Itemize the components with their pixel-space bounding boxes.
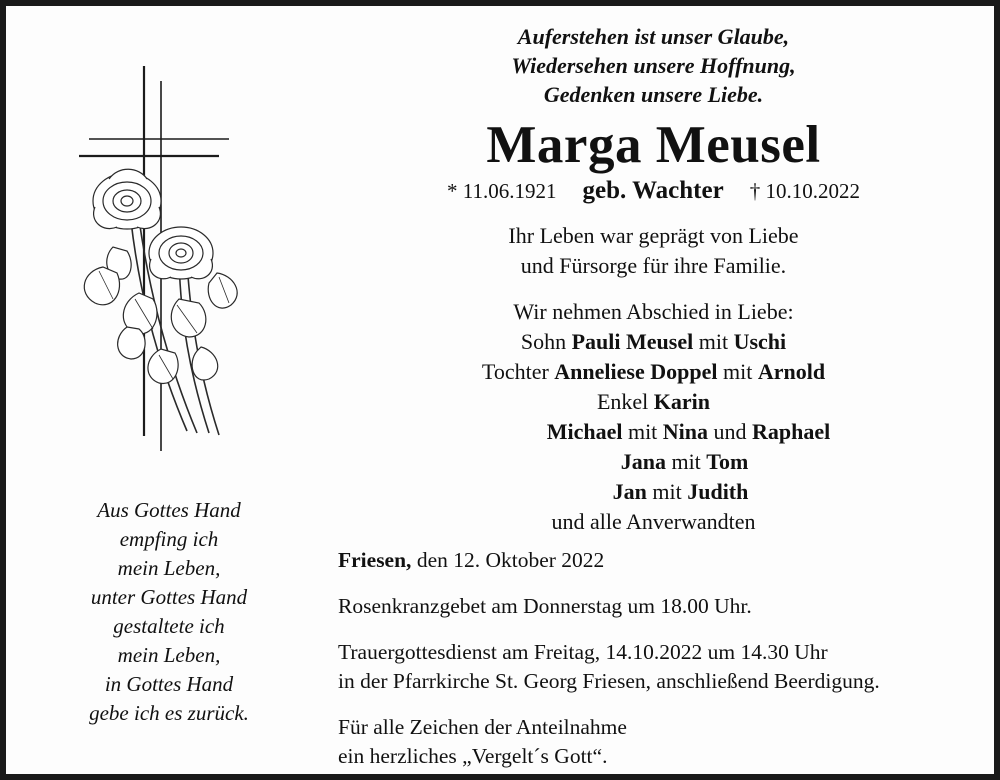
- mourner-line: [321, 417, 986, 447]
- mourner-text: mit: [693, 329, 734, 354]
- mourner-name: Michael: [546, 419, 623, 444]
- memorial-graphic: [69, 61, 289, 471]
- mourner-text: Enkel: [596, 389, 654, 414]
- place-name: Friesen,: [338, 548, 412, 572]
- birth-symbol-icon: *: [447, 179, 458, 203]
- place-and-date: [338, 546, 988, 575]
- verse-line-5: gestaltete ich: [113, 614, 225, 638]
- motto-line-1: Auferstehen ist unser Glaube,: [517, 24, 790, 49]
- verse-line-1: Aus Gottes Hand: [97, 498, 241, 522]
- mourner-text: mit: [646, 479, 688, 504]
- mourner-name: Uschi: [733, 329, 787, 354]
- mourner-text: und: [708, 419, 753, 444]
- mourners-closing: und alle Anverwandten: [551, 509, 756, 534]
- mourner-name: Arnold: [757, 359, 826, 384]
- mourner-name: Raphael: [752, 419, 831, 444]
- mourners-block: [321, 297, 986, 537]
- mourner-line: [321, 447, 986, 477]
- maiden-name: geb. Wachter: [582, 177, 724, 204]
- funeral-service-info: [338, 638, 988, 696]
- rose-top: [93, 169, 161, 229]
- place-date: den 12. Oktober 2022: [411, 548, 605, 572]
- thanks-line-1: Für alle Zeichen der Anteilnahme: [338, 715, 627, 739]
- right-column: [321, 22, 986, 543]
- tribute-line-1: Ihr Leben war geprägt von Liebe: [508, 223, 799, 248]
- mourner-line: [321, 387, 986, 417]
- service-details: [338, 546, 988, 780]
- mourner-line: [321, 357, 986, 387]
- motto-line-3: Gedenken unsere Liebe.: [543, 82, 764, 107]
- service-line-2: in der Pfarrkirche St. Georg Friesen, anschließend Beerdigung.: [338, 669, 880, 693]
- thanks-note: [338, 713, 988, 771]
- mourner-text: Tochter: [481, 359, 555, 384]
- mourner-text: mit: [717, 359, 758, 384]
- mourner-text: mit: [622, 419, 663, 444]
- life-dates: [321, 177, 986, 205]
- mourner-text: Sohn: [520, 329, 572, 354]
- motto-line-2: Wiedersehen unsere Hoffnung,: [511, 53, 796, 78]
- mourner-line: [321, 327, 986, 357]
- mourner-name: Jan: [612, 479, 647, 504]
- mourner-name: Judith: [687, 479, 749, 504]
- mourners-heading: Wir nehmen Abschied in Liebe:: [513, 299, 794, 324]
- mourner-name: Anneliese Doppel: [554, 359, 718, 384]
- verse-line-7: in Gottes Hand: [104, 672, 234, 696]
- verse-line-6: mein Leben,: [117, 643, 221, 667]
- mourner-name: Karin: [653, 389, 711, 414]
- memorial-verse: [24, 496, 314, 728]
- card-inner: [6, 6, 994, 774]
- death-date: [750, 179, 860, 204]
- deceased-name: Marga Meusel: [486, 116, 821, 174]
- mourner-name: Pauli Meusel: [571, 329, 694, 354]
- verse-line-2: empfing ich: [119, 527, 219, 551]
- rose-bottom: [149, 227, 213, 279]
- mourner-line: [321, 477, 986, 507]
- cross-and-roses-illustration: [69, 61, 289, 471]
- left-column: [24, 16, 314, 771]
- mourner-text: mit: [665, 449, 707, 474]
- mourner-name: Tom: [706, 449, 749, 474]
- verse-line-3: mein Leben,: [117, 556, 221, 580]
- verse-line-4: unter Gottes Hand: [90, 585, 248, 609]
- mourners-list: [321, 327, 986, 507]
- death-date-value: 10.10.2022: [765, 179, 860, 203]
- mourner-name: Nina: [662, 419, 709, 444]
- service-line-1: Trauergottesdienst am Freitag, 14.10.2022 um 14.30 Uhr: [338, 640, 828, 664]
- verse-line-8: gebe ich es zurück.: [89, 701, 249, 725]
- mourner-name: Jana: [620, 449, 666, 474]
- birth-date-value: 11.06.1921: [462, 179, 557, 203]
- tribute-text: [321, 221, 986, 281]
- birth-date: [447, 179, 556, 204]
- death-cross-icon: †: [749, 179, 761, 203]
- rosary-info: Rosenkranzgebet am Donnerstag um 18.00 Uhr.: [338, 594, 752, 618]
- motto-block: [321, 22, 986, 109]
- thanks-line-2: ein herzliches „Vergelt´s Gott“.: [338, 744, 608, 768]
- tribute-line-2: und Fürsorge für ihre Familie.: [520, 253, 787, 278]
